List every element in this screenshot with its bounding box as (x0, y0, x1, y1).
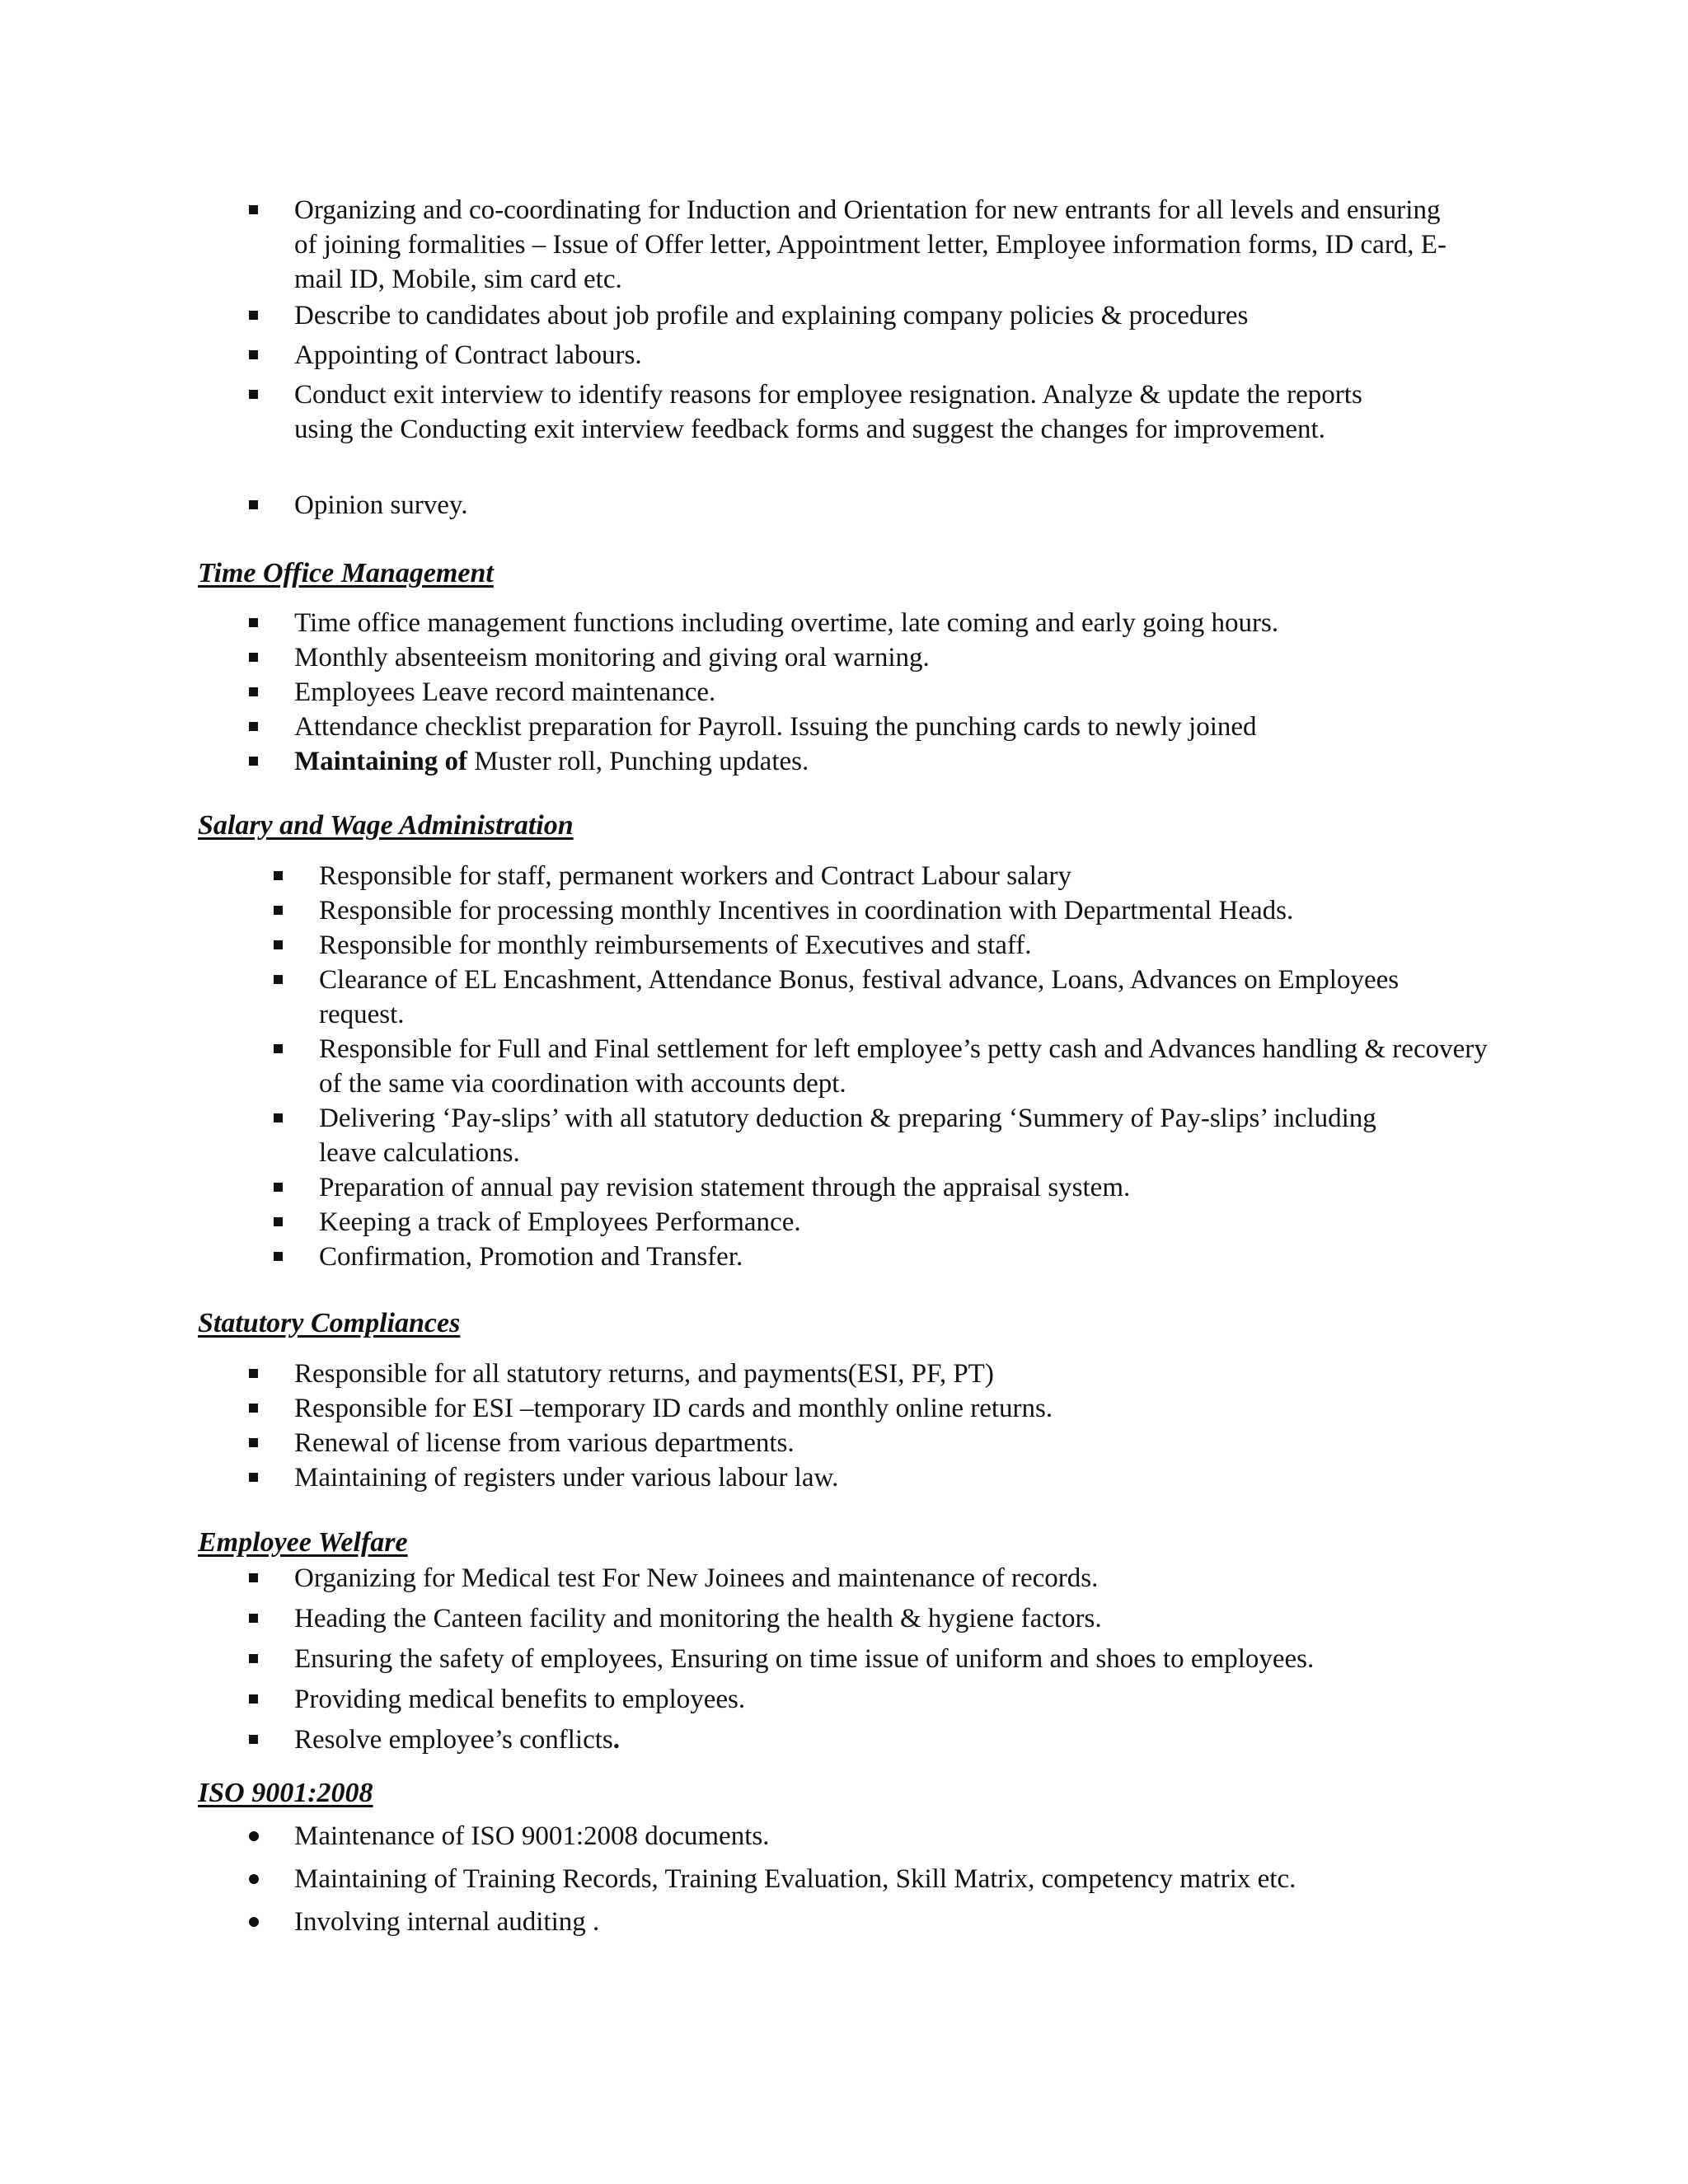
square-bullet-icon (249, 1369, 258, 1378)
square-bullet-icon (274, 1044, 283, 1053)
square-bullet-icon (274, 975, 283, 984)
list-item: Keeping a track of Employees Performance. (0, 1205, 1688, 1240)
square-bullet-icon (249, 350, 258, 359)
section-heading-salary: Salary and Wage Administration (198, 810, 574, 841)
square-bullet-icon (249, 205, 258, 214)
recruitment-list (0, 193, 1688, 527)
list-item: Confirmation, Promotion and Transfer. (0, 1240, 1688, 1274)
square-bullet-icon (274, 906, 283, 915)
list-item: Heading the Canteen facility and monitoring the health & hygiene factors. (0, 1601, 1688, 1642)
square-bullet-icon (249, 1614, 258, 1623)
list-item: Responsible for staff, permanent workers and Contract Labour salary (0, 859, 1688, 893)
square-bullet-icon (249, 1473, 258, 1482)
round-bullet-icon (249, 1917, 259, 1927)
list-item: Opinion survey. (0, 488, 1688, 527)
list-item: Delivering ‘Pay-slips’ with all statutory deduction & preparing ‘Summery of Pay-slips’ including leave calculations. (0, 1101, 1688, 1170)
list-item: Renewal of license from various departments. (0, 1426, 1688, 1460)
list-item: Responsible for processing monthly Incentives in coordination with Departmental Heads. (0, 893, 1688, 928)
bold-phrase: Maintaining of (294, 747, 467, 776)
square-bullet-icon (274, 1217, 283, 1226)
round-bullet-icon (249, 1874, 259, 1884)
list-item: Maintaining of Training Records, Training Evaluation, Skill Matrix, competency matrix etc. (0, 1862, 1688, 1905)
list-item: Providing medical benefits to employees. (0, 1682, 1688, 1722)
square-bullet-icon (249, 618, 258, 627)
list-item (0, 744, 1688, 779)
square-bullet-icon (249, 1735, 258, 1744)
list-item: Organizing and co-coordinating for Induction and Orientation for new entrants for all levels and ensuring of joining formalities – Issue of Offer letter, Appointment letter, Employee information forms, ID card, E-mail ID, Mobile, sim card etc. (0, 193, 1688, 298)
square-bullet-icon (249, 1573, 258, 1582)
list-item: Maintenance of ISO 9001:2008 documents. (0, 1819, 1688, 1862)
square-bullet-icon (249, 722, 258, 731)
time-office-list (0, 606, 1688, 779)
list-item: Attendance checklist preparation for Payroll. Issuing the punching cards to newly joined (0, 710, 1688, 744)
list-item: Time office management functions including overtime, late coming and early going hours. (0, 606, 1688, 640)
section-heading-statutory: Statutory Compliances (198, 1308, 461, 1338)
square-bullet-icon (249, 757, 258, 766)
square-bullet-icon (249, 1438, 258, 1447)
section-heading-iso: ISO 9001:2008 (198, 1778, 373, 1808)
square-bullet-icon (274, 940, 283, 949)
list-item: Monthly absenteeism monitoring and giving oral warning. (0, 640, 1688, 675)
item-text: Resolve employee’s conflicts (294, 1725, 613, 1755)
square-bullet-icon (274, 871, 283, 880)
square-bullet-icon (249, 687, 258, 696)
square-bullet-icon (274, 1252, 283, 1261)
list-item: Responsible for Full and Final settlement for left employee’s petty cash and Advances handling & recovery of the same via coordination with accounts dept. (0, 1032, 1688, 1101)
section-heading-time-office: Time Office Management (198, 558, 494, 588)
list-item: Employees Leave record maintenance. (0, 675, 1688, 710)
square-bullet-icon (249, 390, 258, 399)
list-item: Responsible for ESI –temporary ID cards and monthly online returns. (0, 1391, 1688, 1426)
list-item: Organizing for Medical test For New Joinees and maintenance of records. (0, 1561, 1688, 1601)
round-bullet-icon (249, 1831, 259, 1841)
list-item: Involving internal auditing . (0, 1905, 1688, 1947)
bold-period: . (612, 1725, 620, 1755)
list-item (0, 1722, 1688, 1763)
welfare-list (0, 1561, 1688, 1763)
square-bullet-icon (249, 1694, 258, 1704)
list-item: Maintaining of registers under various labour law. (0, 1460, 1688, 1495)
square-bullet-icon (249, 311, 258, 320)
item-text: Muster roll, Punching updates. (467, 747, 809, 776)
list-item: Responsible for all statutory returns, and payments(ESI, PF, PT) (0, 1357, 1688, 1391)
list-item: Appointing of Contract labours. (0, 338, 1688, 377)
statutory-list (0, 1357, 1688, 1495)
list-item: Responsible for monthly reimbursements of Executives and staff. (0, 928, 1688, 963)
section-heading-welfare: Employee Welfare (198, 1527, 408, 1558)
list-item: Conduct exit interview to identify reasons for employee resignation. Analyze & update the reports using the Conducting exit interview feedback forms and suggest the changes for improvement. (0, 377, 1688, 488)
square-bullet-icon (249, 1654, 258, 1663)
square-bullet-icon (249, 500, 258, 509)
list-item: Clearance of EL Encashment, Attendance Bonus, festival advance, Loans, Advances on Employees request. (0, 963, 1688, 1032)
salary-list (0, 859, 1688, 1274)
list-item: Preparation of annual pay revision statement through the appraisal system. (0, 1170, 1688, 1205)
square-bullet-icon (274, 1183, 283, 1192)
square-bullet-icon (274, 1113, 283, 1122)
list-item: Ensuring the safety of employees, Ensuring on time issue of uniform and shoes to employees. (0, 1642, 1688, 1682)
iso-list (0, 1819, 1688, 1947)
square-bullet-icon (249, 1404, 258, 1413)
square-bullet-icon (249, 653, 258, 662)
list-item: Describe to candidates about job profile and explaining company policies & procedures (0, 298, 1688, 338)
